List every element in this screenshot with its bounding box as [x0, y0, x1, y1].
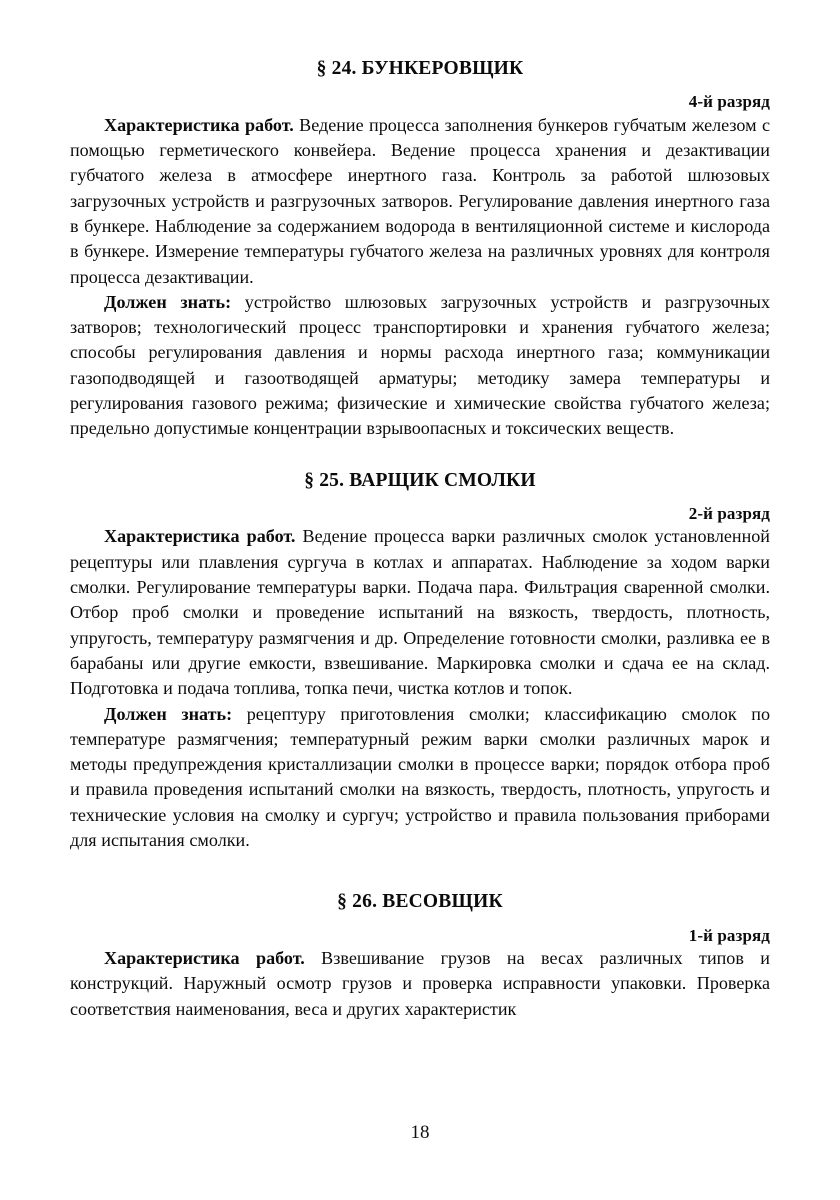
section-25-paragraph-1-lead: Характеристика работ. [104, 526, 296, 547]
section-24-paragraph-2-body: устройство шлюзовых загрузочных устройств и разгрузочных затворов; технологический процесс транспортировки и хранения губчатого железа; способы регулирования давления и нормы расхода инертного газа; коммуникации газоподводящей и газоотводящей арматуры; методику замера температуры и регулирования газового режима; физические и химические свойства губчатого железа; предельно допустимые концентрации взрывоопасных и токсических веществ. [70, 291, 770, 439]
section-26-grade: 1-й разряд [688, 925, 770, 945]
section-24-paragraph-1 [70, 113, 770, 290]
page-content [70, 58, 770, 1022]
section-26-paragraph-1 [70, 946, 770, 1022]
page-number: 18 [410, 1122, 430, 1143]
section-24-paragraph-2 [70, 290, 770, 442]
section-24-grade: 4-й разряд [688, 92, 770, 112]
section-25-grade: 2-й разряд [688, 504, 770, 524]
section-25-paragraph-2 [70, 702, 770, 854]
section-26-heading: § 26. ВЕСОВЩИК [337, 891, 503, 913]
section-25-heading: § 25. ВАРЩИК СМОЛКИ [304, 469, 536, 491]
section-25-paragraph-2-body: рецептуру приготовления смолки; классификацию смолок по температуре размягчения; температурный режим варки смолки различных марок и методы предупреждения кристаллизации смолки в процессе варки; порядок отбора проб и правила проведения испытаний смолки на вязкость, твердость, плотность, упругость и технические условия на смолку и сургуч; устройство и правила пользования приборами для испытания смолки. [70, 703, 770, 851]
section-26-paragraph-1-lead: Характеристика работ. [104, 948, 305, 969]
section-25-paragraph-2-lead: Должен знать: [104, 703, 233, 724]
section-24-paragraph-1-body: Ведение процесса заполнения бункеров губчатым железом с помощью герметического конвейера. Ведение процесса хранения и дезактивации губчатого железа в атмосфере инертного газа. Контроль за работой шлюзовых загрузочных устройств и разгрузочных затворов. Регулирование давления инертного газа в бункере. Наблюдение за содержанием водорода в вентиляционной системе и кислорода в бункере. Измерение температуры губчатого железа на различных уровнях для контроля процесса дезактивации. [70, 114, 770, 287]
section-24 [70, 58, 770, 442]
section-26-paragraph-1-body: Взвешивание грузов на весах различных типов и конструкций. Наружный осмотр грузов и проверка исправности упаковки. Проверка соответствия наименования, веса и других характеристик [70, 948, 770, 1019]
section-24-paragraph-2-lead: Должен знать: [104, 291, 232, 312]
section-25 [70, 470, 770, 854]
section-25-paragraph-1 [70, 524, 770, 701]
section-26 [70, 891, 770, 1022]
section-24-paragraph-1-lead: Характеристика работ. [104, 114, 294, 135]
section-25-paragraph-1-body: Ведение процесса варки различных смолок установленной рецептуры или плавления сургуча в котлах и аппаратах. Наблюдение за ходом варки смолки. Регулирование температуры варки. Подача пара. Фильтрация сваренной смолки. Отбор проб смолки и проведение испытаний на вязкость, твердость, плотность, упругость, температуру размягчения и др. Определение готовности смолки, разливка ее в барабаны или другие емкости, взвешивание. Маркировка смолки и сдача ее на склад. Подготовка и подача топлива, топка печи, чистка котлов и топок. [70, 526, 770, 699]
section-24-heading: § 24. БУНКЕРОВЩИК [316, 58, 524, 79]
